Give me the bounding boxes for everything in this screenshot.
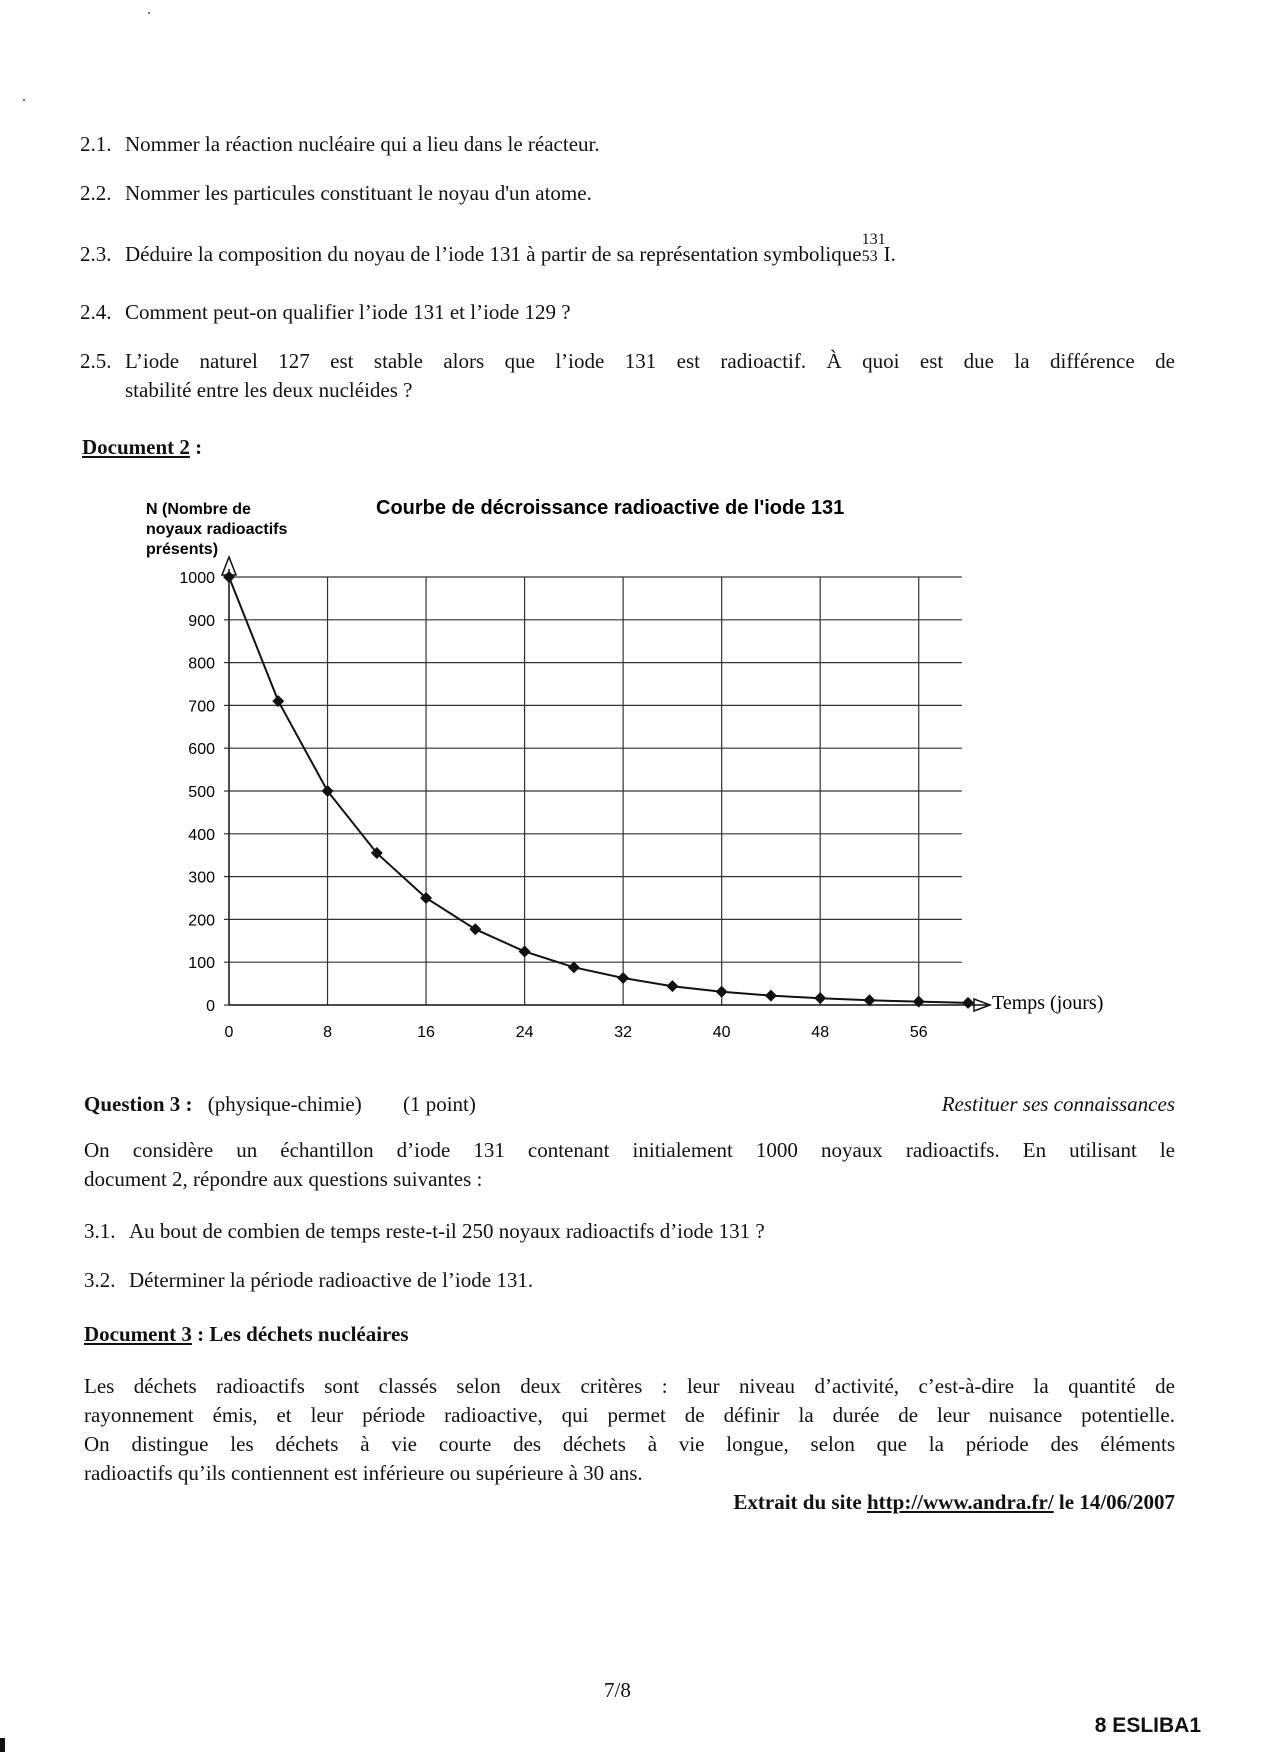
- question-3-header: Question 3 : (physique-chimie) (1 point) Restituer ses connaissances: [84, 1092, 1175, 1116]
- x-tick-label: 8: [323, 1024, 332, 1041]
- data-point: [519, 946, 531, 958]
- x-tick-label: 16: [417, 1024, 435, 1041]
- question-3-intro: On considère un échantillon d’iode 131 contenant initialement 1000 noyaux radioactifs. En utilisant le document 2, répondre aux questions suivantes :: [84, 1138, 1175, 1191]
- data-point: [913, 996, 925, 1008]
- chart-y-label-line: noyaux radioactifs: [146, 521, 288, 538]
- chart-y-label-line: présents): [146, 541, 219, 558]
- document-3-source: Extrait du site http://www.andra.fr/ le 14/06/2007: [733, 1490, 1175, 1514]
- y-tick-label: 500: [188, 784, 215, 801]
- data-point: [716, 986, 728, 998]
- data-point: [617, 972, 629, 984]
- y-tick-label: 1000: [179, 570, 215, 587]
- chart-axes: [222, 557, 990, 1011]
- question-3-2: 3.2. Déterminer la période radioactive de l’iode 131.: [84, 1268, 534, 1292]
- x-tick-label: 56: [909, 1024, 928, 1041]
- scan-mark: [0, 1738, 5, 1752]
- document-3-body: Les déchets radioactifs sont classés selon deux critères : leur niveau d’activité, c’est-à-dire la quantité de rayonnement émis, et leur période radioactive, qui permet de définir la durée de leur nuisance potentielle. On distingue les déchets à vie courte des déchets à vie longue, selon que la période des éléments radioactifs qu’ils contiennent est inférieure ou supérieure à 30 ans.: [84, 1374, 1175, 1485]
- scan-mark: [23, 99, 25, 101]
- question-2-2: 2.2. Nommer les particules constituant le noyau d'un atome.: [80, 181, 592, 205]
- data-point: [469, 923, 481, 935]
- chart-grid: [229, 577, 962, 1005]
- y-tick-label: 700: [188, 698, 215, 716]
- y-tick-label: 300: [188, 869, 215, 887]
- y-tick-label: 100: [188, 955, 215, 973]
- page-number: 7/8: [604, 1678, 631, 1702]
- x-tick-label: 32: [614, 1024, 633, 1041]
- y-tick-label: 0: [206, 998, 215, 1015]
- data-point: [765, 990, 777, 1002]
- question-2-5: 2.5. L’iode naturel 127 est stable alors que l’iode 131 est radioactif. À quoi est due la différence de stabilité entre les deux nucléides ?: [80, 349, 1175, 402]
- x-tick-label: 40: [712, 1024, 731, 1041]
- scan-mark: [148, 12, 150, 14]
- x-tick-label: 48: [811, 1024, 830, 1041]
- chart-x-axis-label: Temps (jours): [992, 992, 1104, 1014]
- y-tick-label: 900: [188, 612, 215, 630]
- question-2-3: 2.3. Déduire la composition du noyau de l’iode 131 à partir de sa représentation symbolique 131 53 I.: [80, 231, 896, 266]
- question-2-4: 2.4. Comment peut-on qualifier l’iode 131 et l’iode 129 ?: [80, 300, 571, 324]
- question-3-1: 3.1. Au bout de combien de temps reste-t-il 250 noyaux radioactifs d’iode 131 ?: [84, 1219, 765, 1243]
- x-tick-label: 0: [224, 1024, 234, 1041]
- data-point: [814, 992, 826, 1004]
- decay-curve: [229, 577, 968, 1003]
- y-tick-label: 400: [188, 826, 215, 844]
- question-2-1: 2.1. Nommer la réaction nucléaire qui a lieu dans le réacteur.: [80, 132, 600, 156]
- y-tick-label: 600: [188, 741, 215, 759]
- iodine-131-isotope: 131 53: [861, 231, 886, 265]
- y-tick-label: 200: [188, 912, 215, 930]
- decay-chart: [0, 480, 1281, 1050]
- chart-title: Courbe de décroissance radioactive de l'iode 131: [376, 497, 845, 519]
- chart-y-label-line: N (Nombre de: [146, 501, 251, 518]
- data-point: [568, 961, 580, 973]
- chart-y-axis-label: [146, 501, 287, 558]
- chart-points: [223, 571, 974, 1009]
- document-2-heading: Document 2 :: [82, 435, 203, 459]
- chart-y-ticks: [179, 570, 229, 1015]
- document-3-heading: Document 3 : Les déchets nucléaires: [84, 1322, 409, 1346]
- data-point: [223, 571, 235, 583]
- source-link[interactable]: http://www.andra.fr/: [866, 1490, 1054, 1514]
- chart-x-ticks: [225, 1024, 928, 1041]
- x-tick-label: 24: [515, 1024, 534, 1041]
- y-tick-label: 800: [188, 655, 215, 673]
- data-point: [666, 980, 678, 992]
- data-point: [962, 997, 974, 1009]
- exam-code: 8 ESLIBA1: [1094, 1714, 1201, 1737]
